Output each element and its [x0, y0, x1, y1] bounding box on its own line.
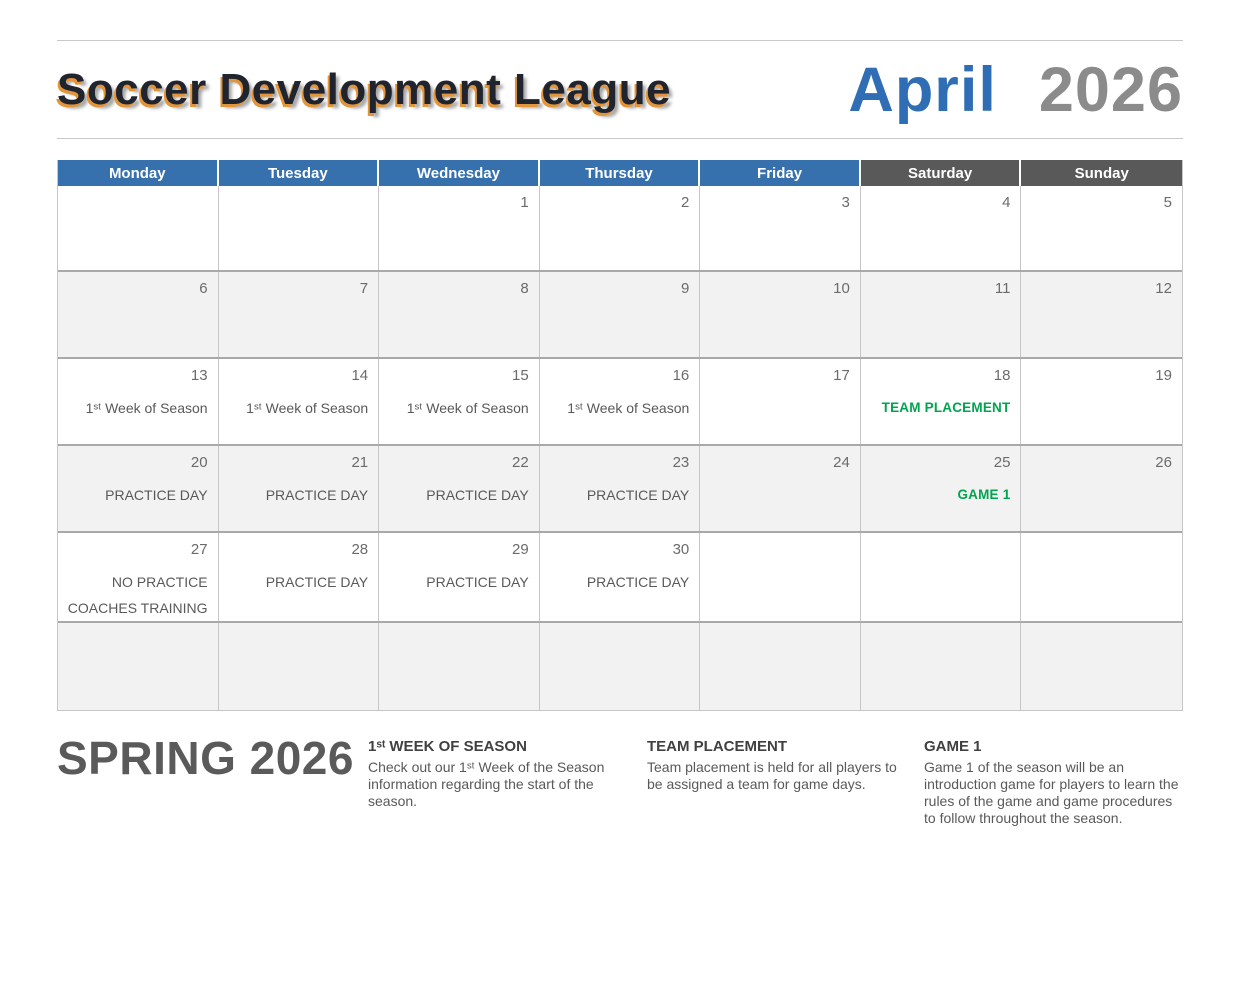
calendar-cell: [861, 446, 1022, 531]
date-number: 2: [680, 194, 690, 211]
event-label: NO PRACTICE: [111, 574, 208, 590]
date-number: 28: [351, 541, 369, 558]
calendar-cell: [379, 623, 540, 710]
date-number: 12: [1155, 280, 1172, 297]
date-number: 9: [680, 280, 690, 297]
date-number: 5: [1163, 194, 1172, 211]
event-label: PRACTICE DAY: [105, 487, 208, 503]
calendar-cell: [1021, 446, 1182, 531]
calendar-cell: [700, 272, 861, 357]
calendar-cell: [540, 533, 701, 621]
date-number: 11: [994, 280, 1011, 297]
date-number: 18: [993, 367, 1011, 384]
date-number: 15: [512, 367, 529, 384]
date-number: 27: [190, 541, 208, 558]
year-label: 2026: [1038, 54, 1183, 125]
legend-notes: [368, 737, 1186, 827]
calendar-cell: [700, 186, 861, 270]
calendar-cell: [1021, 272, 1182, 357]
week-row-4: [58, 446, 1182, 533]
note-title: 1ˢᵗ WEEK OF SEASON: [368, 738, 527, 755]
calendar-cell: [379, 272, 540, 357]
event-label: 1ˢᵗ Week of Season: [567, 400, 690, 416]
event-label: PRACTICE DAY: [265, 487, 369, 503]
calendar-cell: [58, 186, 219, 270]
date-number: 20: [190, 454, 208, 471]
calendar-cell: [540, 272, 701, 357]
month-label: April: [848, 54, 997, 125]
week-row-2: [58, 272, 1182, 359]
week-row-3: [58, 359, 1182, 446]
day-header-wednesday: Wednesday: [379, 160, 540, 186]
calendar-cell: [379, 533, 540, 621]
note-title: TEAM PLACEMENT: [647, 738, 787, 755]
event-label: COACHES TRAINING: [67, 600, 208, 616]
calendar-cell: [540, 623, 701, 710]
calendar-cell: [379, 446, 540, 531]
calendar-cell: [219, 533, 380, 621]
event-label-game-1: GAME 1: [957, 487, 1011, 502]
month-year: [848, 54, 1183, 126]
week-row-5: [58, 533, 1182, 623]
calendar-cell: [540, 446, 701, 531]
date-number: 8: [520, 280, 529, 297]
calendar-cell: [219, 272, 380, 357]
league-title: Soccer Development League: [57, 64, 672, 114]
date-number: 24: [833, 454, 850, 471]
calendar-cell: [1021, 186, 1182, 270]
calendar-cell: [58, 359, 219, 444]
calendar-cell: [1021, 533, 1182, 621]
calendar-cell: [58, 623, 219, 710]
calendar-cell: [58, 533, 219, 621]
day-header-monday: Monday: [58, 160, 219, 186]
event-label-team-placement: TEAM PLACEMENT: [881, 400, 1011, 415]
calendar-cell: [861, 186, 1022, 270]
event-label: PRACTICE DAY: [426, 487, 529, 503]
date-number: 29: [512, 541, 529, 558]
calendar-cell: [58, 272, 219, 357]
date-number: 7: [359, 280, 369, 297]
calendar-cell: [700, 623, 861, 710]
note-title: GAME 1: [924, 738, 982, 755]
calendar-cell: [219, 186, 380, 270]
calendar-cell: [219, 359, 380, 444]
calendar-cell: [540, 359, 701, 444]
event-label: 1ˢᵗ Week of Season: [85, 400, 208, 416]
calendar-cell: [379, 186, 540, 270]
date-number: 19: [1155, 367, 1172, 384]
calendar-cell: [1021, 623, 1182, 710]
date-number: 14: [351, 367, 369, 384]
note-game-1: [924, 737, 1186, 827]
note-body: Game 1 of the season will be an introduction game for players to learn the rules of the game and game procedures to follow throughout the season.: [924, 759, 1179, 826]
event-label: 1ˢᵗ Week of Season: [246, 400, 369, 416]
day-header-thursday: Thursday: [540, 160, 701, 186]
calendar-cell: [700, 533, 861, 621]
calendar-cell: [700, 359, 861, 444]
date-number: 6: [199, 280, 208, 297]
date-number: 25: [993, 454, 1011, 471]
calendar-cell: [861, 623, 1022, 710]
date-number: 13: [190, 367, 208, 384]
date-number: [225, 193, 369, 213]
note-first-week: [368, 737, 620, 827]
calendar-cell: [219, 623, 380, 710]
date-number: 21: [351, 454, 369, 471]
season-title: SPRING 2026: [57, 732, 354, 784]
header-divider: [57, 138, 1183, 139]
week-row-1: [58, 186, 1182, 272]
date-number: 10: [833, 280, 850, 297]
event-label: PRACTICE DAY: [265, 574, 369, 590]
note-body: Check out our 1ˢᵗ Week of the Season information regarding the start of the season.: [368, 759, 605, 809]
day-header-tuesday: Tuesday: [219, 160, 380, 186]
date-number: [867, 540, 1011, 560]
date-number: 1: [520, 194, 529, 211]
note-team-placement: [647, 737, 897, 827]
event-label: PRACTICE DAY: [586, 574, 690, 590]
calendar-cell: [861, 272, 1022, 357]
note-body: Team placement is held for all players to be assigned a team for game days.: [647, 759, 897, 792]
day-header-friday: Friday: [700, 160, 861, 186]
date-number: 17: [833, 367, 850, 384]
event-label: 1ˢᵗ Week of Season: [406, 400, 529, 416]
calendar-page: [0, 40, 1240, 827]
calendar-cell: [861, 359, 1022, 444]
date-number: 3: [841, 194, 850, 211]
date-number: 23: [672, 454, 690, 471]
date-number: 16: [672, 367, 690, 384]
event-label: PRACTICE DAY: [586, 487, 690, 503]
date-number: [706, 540, 850, 560]
calendar-cell: [219, 446, 380, 531]
footer: [57, 732, 1183, 827]
date-number: [1027, 540, 1172, 560]
masthead: [57, 41, 1183, 138]
day-header-row: [58, 160, 1182, 186]
calendar-cell: [700, 446, 861, 531]
week-row-6: [58, 623, 1182, 711]
day-header-saturday: Saturday: [861, 160, 1022, 186]
date-number: 22: [512, 454, 529, 471]
calendar-cell: [1021, 359, 1182, 444]
date-number: [64, 193, 208, 213]
event-label: PRACTICE DAY: [426, 574, 529, 590]
calendar-cell: [58, 446, 219, 531]
calendar-grid: [57, 160, 1183, 711]
calendar-cell: [861, 533, 1022, 621]
date-number: 4: [1002, 194, 1011, 211]
date-number: 26: [1155, 454, 1172, 471]
date-number: 30: [672, 541, 690, 558]
calendar-cell: [540, 186, 701, 270]
calendar-cell: [379, 359, 540, 444]
day-header-sunday: Sunday: [1021, 160, 1182, 186]
